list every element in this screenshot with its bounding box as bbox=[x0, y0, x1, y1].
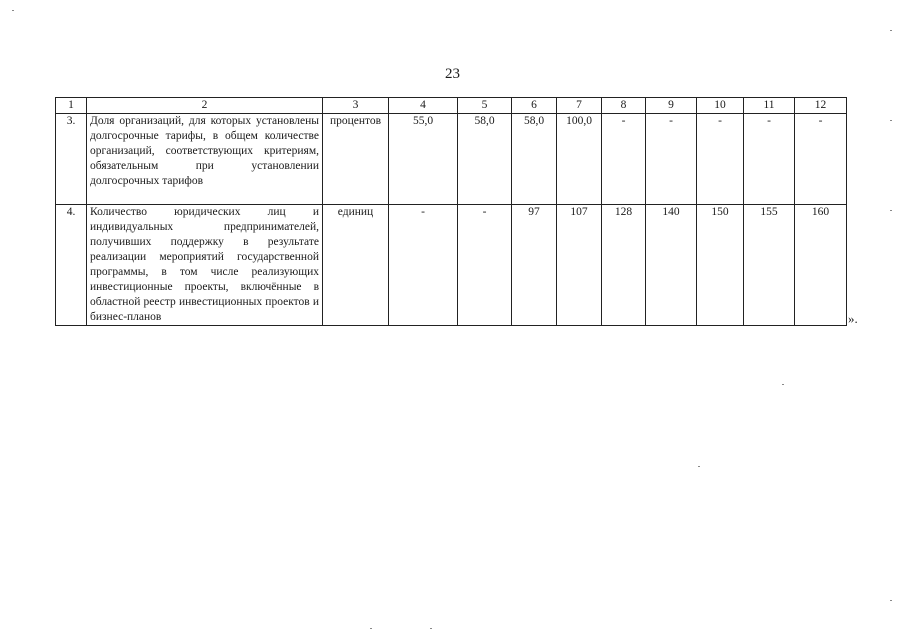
header-cell: 11 bbox=[744, 98, 795, 114]
value-cell: - bbox=[697, 114, 744, 205]
row-number: 4. bbox=[56, 205, 87, 326]
table-row bbox=[56, 205, 847, 326]
value-cell: 55,0 bbox=[389, 114, 458, 205]
value-cell: 160 bbox=[795, 205, 847, 326]
value-cell: 58,0 bbox=[458, 114, 512, 205]
page-number: 23 bbox=[445, 66, 460, 82]
scan-speck bbox=[890, 120, 892, 121]
value-cell: 140 bbox=[646, 205, 697, 326]
value-cell: 97 bbox=[512, 205, 557, 326]
scan-speck bbox=[430, 628, 432, 629]
scan-speck bbox=[782, 384, 784, 385]
value-cell: - bbox=[744, 114, 795, 205]
value-cell: 155 bbox=[744, 205, 795, 326]
scan-speck bbox=[698, 466, 700, 467]
row-number: 3. bbox=[56, 114, 87, 205]
value-cell: 58,0 bbox=[512, 114, 557, 205]
header-cell: 8 bbox=[602, 98, 646, 114]
header-row bbox=[56, 98, 847, 114]
header-cell: 10 bbox=[697, 98, 744, 114]
value-cell: - bbox=[646, 114, 697, 205]
header-cell: 4 bbox=[389, 98, 458, 114]
scan-speck bbox=[890, 600, 892, 601]
scan-speck bbox=[890, 210, 892, 211]
header-cell: 2 bbox=[87, 98, 323, 114]
unit-cell: процентов bbox=[323, 114, 389, 205]
value-cell: 150 bbox=[697, 205, 744, 326]
header-cell: 1 bbox=[56, 98, 87, 114]
value-cell: - bbox=[795, 114, 847, 205]
header-cell: 7 bbox=[557, 98, 602, 114]
scan-speck bbox=[12, 10, 14, 11]
header-cell: 12 bbox=[795, 98, 847, 114]
unit-cell: единиц bbox=[323, 205, 389, 326]
indicator-name: Количество юридических лиц и индивидуальных предпринимателей, получивших поддержку в результате реализации мероприятий государственной программы, в том числе реализующих инвестиционные проекты, включённые в областной реестр инвестиционных проектов и бизнес-планов bbox=[87, 205, 323, 326]
scan-speck bbox=[370, 628, 372, 629]
header-cell: 5 bbox=[458, 98, 512, 114]
value-cell: - bbox=[602, 114, 646, 205]
indicator-name: Доля организаций, для которых установлены долгосрочные тарифы, в общем количестве организаций, соответствующих критериям, обязательным при установлении долгосрочных тарифов bbox=[87, 114, 323, 205]
value-cell: 100,0 bbox=[557, 114, 602, 205]
indicators-table bbox=[55, 97, 847, 326]
value-cell: 128 bbox=[602, 205, 646, 326]
header-cell: 9 bbox=[646, 98, 697, 114]
value-cell: - bbox=[458, 205, 512, 326]
closing-quote-mark: ». bbox=[848, 311, 858, 326]
table-row bbox=[56, 114, 847, 205]
header-cell: 6 bbox=[512, 98, 557, 114]
value-cell: - bbox=[389, 205, 458, 326]
value-cell: 107 bbox=[557, 205, 602, 326]
scan-speck bbox=[890, 30, 892, 31]
header-cell: 3 bbox=[323, 98, 389, 114]
